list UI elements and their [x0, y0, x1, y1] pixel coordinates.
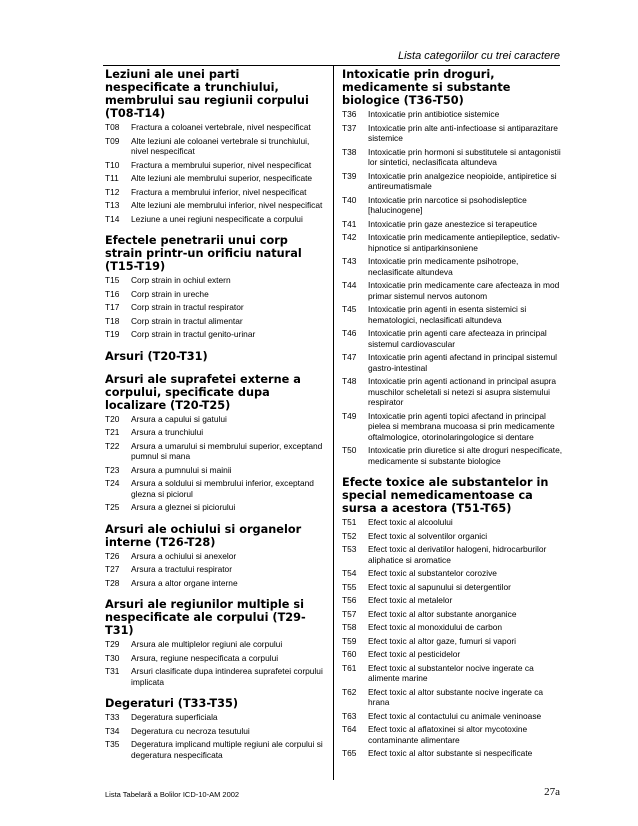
category-entry	[105, 122, 327, 133]
category-code: T45	[342, 304, 357, 314]
category-entry	[342, 352, 564, 373]
category-entry	[105, 414, 327, 425]
category-description: Corp strain in tractul respirator	[131, 302, 244, 312]
category-description: Fractura a coloanei vertebrale, nivel nespecificat	[131, 122, 311, 132]
page-header: Lista categoriilor cu trei caractere	[397, 50, 560, 62]
category-code: T10	[105, 159, 120, 170]
category-code: T62	[342, 686, 357, 697]
section-title: Efectele penetrarii unui corp strain printr-un orificiu natural (T15-T19)	[105, 234, 302, 273]
category-description: Efect toxic al metalelor	[368, 595, 453, 605]
category-code: T24	[105, 478, 120, 488]
category-code: T27	[105, 564, 120, 574]
category-description: Arsura a tractului respirator	[131, 564, 233, 574]
category-entry	[105, 214, 327, 225]
category-entry	[105, 275, 327, 286]
category-description: Efect toxic al altor substante anorganice	[368, 608, 517, 619]
category-code: T44	[342, 280, 357, 290]
category-description: Intoxicatie prin medicamente antiepileptice, sedativ-hipnotice si antiparkinsoniene	[368, 232, 560, 253]
category-entry	[342, 411, 564, 443]
category-entry	[105, 173, 327, 184]
category-entry	[105, 302, 327, 313]
section	[105, 234, 327, 340]
category-entry	[105, 666, 327, 687]
category-entry	[342, 544, 564, 565]
category-code: T17	[105, 302, 120, 312]
category-entry	[342, 663, 564, 684]
category-description: Degeratura superficiala	[131, 712, 218, 722]
category-code: T40	[342, 194, 357, 205]
category-entry	[105, 316, 327, 327]
section	[105, 350, 327, 363]
category-entry	[342, 609, 564, 620]
category-description: Arsura, regiune nespecificata a corpului	[131, 652, 279, 663]
section	[105, 598, 327, 687]
category-code: T54	[342, 568, 357, 578]
header-rule	[103, 65, 560, 66]
category-code: T64	[342, 724, 357, 734]
category-description: Alte leziuni ale membrului superior, nespecificate	[131, 173, 313, 183]
category-description: Efect toxic al altor substante nocive ingerate ca hrana	[368, 686, 544, 707]
category-description: Efect toxic al substantelor nocive ingerate ca alimente marine	[368, 662, 534, 683]
category-code: T39	[342, 170, 357, 181]
category-code: T43	[342, 256, 357, 266]
category-code: T63	[342, 710, 357, 721]
category-description: Efect toxic al altor substante si nespecificate	[368, 748, 533, 758]
category-description: Efect toxic al substantelor corozive	[368, 568, 497, 578]
category-code: T11	[105, 173, 119, 183]
section-title: Arsuri ale suprafetei externe a corpului, specificate dupa localizare (T20-T25)	[105, 372, 301, 412]
section	[105, 697, 327, 760]
category-entry	[342, 232, 564, 253]
category-description: Intoxicatie prin agenti in esenta sistemici si hematologici, neclasificati altundeva	[368, 304, 527, 325]
category-code: T30	[105, 652, 120, 663]
section-title: Arsuri (T20-T31)	[105, 349, 208, 363]
category-description: Corp strain in tractul alimentar	[131, 315, 243, 326]
category-description: Degeratura implicand multiple regiuni ale corpului si degeratura nespecificata	[131, 739, 323, 760]
category-entry	[105, 427, 327, 438]
category-description: Arsuri clasificate dupa intinderea suprafetei corpului implicata	[131, 666, 323, 687]
category-entry	[342, 711, 564, 722]
category-entry	[105, 136, 327, 157]
category-description: Efect toxic al sapunului si detergentilor	[368, 581, 511, 592]
category-description: Arsura a ochiului si anexelor	[131, 550, 237, 561]
category-code: T29	[105, 639, 120, 649]
category-description: Arsura a gleznei si piciorului	[131, 502, 236, 512]
category-code: T09	[105, 135, 120, 146]
category-description: Intoxicatie prin hormoni si substitutele si antagonistii lor sintetici, neclasificata altundeva	[368, 146, 561, 167]
page-number: 27a	[544, 786, 560, 798]
category-code: T22	[105, 440, 120, 451]
category-entry	[342, 328, 564, 349]
category-code: T34	[105, 725, 120, 736]
category-code: T65	[342, 748, 357, 758]
category-code: T38	[342, 146, 357, 157]
category-entry	[342, 256, 564, 277]
category-entry	[105, 578, 327, 589]
category-code: T15	[105, 275, 120, 285]
section-title: Intoxicatie prin droguri, medicamente si substante biologice (T36-T50)	[342, 68, 511, 107]
category-entry	[105, 726, 327, 737]
category-entry	[342, 582, 564, 593]
category-code: T13	[105, 200, 120, 210]
category-entry	[105, 441, 327, 462]
category-entry	[342, 649, 564, 660]
category-description: Efect toxic al pesticidelor	[368, 649, 461, 659]
category-description: Intoxicatie prin gaze anestezice si terapeutice	[368, 218, 537, 229]
category-code: T14	[105, 213, 120, 224]
category-code: T21	[105, 427, 120, 437]
section	[105, 373, 327, 513]
category-description: Fractura a membrului inferior, nivel nespecificat	[131, 186, 307, 197]
category-entry	[342, 687, 564, 708]
category-description: Alte leziuni ale coloanei vertebrale si trunchiului, nivel nespecificat	[131, 135, 310, 156]
category-entry	[105, 465, 327, 476]
category-code: T19	[105, 329, 120, 339]
category-code: T26	[105, 550, 120, 561]
category-code: T51	[342, 517, 357, 527]
category-description: Efect toxic al aflatoxinei si altor mycotoxine contaminante alimentare	[368, 724, 528, 745]
category-description: Arsura a altor organe interne	[131, 577, 238, 588]
column-divider	[333, 66, 334, 780]
category-entry	[105, 502, 327, 513]
category-entry	[105, 653, 327, 664]
category-entry	[342, 147, 564, 168]
category-description: Intoxicatie prin medicamente psihotrope, neclasificate altundeva	[368, 256, 519, 277]
category-code: T35	[105, 739, 120, 749]
category-description: Intoxicatie prin diuretice si alte droguri nespecificate, medicamente si substante biologice	[368, 445, 563, 466]
category-code: T56	[342, 595, 357, 605]
section	[342, 68, 564, 466]
category-entry	[105, 739, 327, 760]
category-code: T16	[105, 288, 120, 299]
category-code: T20	[105, 413, 120, 424]
category-description: Arsura a trunchiului	[131, 427, 204, 437]
category-code: T25	[105, 502, 120, 512]
category-entry	[105, 160, 327, 171]
category-code: T55	[342, 581, 357, 592]
category-description: Arsura a umarului si membrului superior, exceptand pumnul si mana	[131, 440, 323, 461]
category-description: Intoxicatie prin agenti afectand in principal sistemul gastro-intestinal	[368, 352, 558, 373]
category-entry	[342, 636, 564, 647]
category-code: T28	[105, 577, 120, 588]
category-description: Fractura a membrului superior, nivel nespecificat	[131, 159, 312, 170]
category-code: T58	[342, 622, 357, 632]
category-entry	[105, 329, 327, 340]
section-title: Efecte toxice ale substantelor in special nemedicamentoase ca sursa a acestora (T51-T65)	[342, 476, 549, 515]
category-description: Efect toxic al monoxidului de carbon	[368, 622, 503, 632]
category-entry	[105, 564, 327, 575]
category-code: T18	[105, 315, 120, 326]
category-code: T23	[105, 464, 120, 475]
category-entry	[342, 724, 564, 745]
category-code: T42	[342, 232, 357, 242]
category-entry	[342, 595, 564, 606]
category-entry	[342, 304, 564, 325]
category-code: T53	[342, 544, 357, 554]
category-description: Intoxicatie prin medicamente care afecteaza in mod primar sistemul nervos autonom	[368, 280, 560, 301]
category-entry	[342, 445, 564, 466]
section	[342, 476, 564, 759]
category-description: Efect toxic al solventilor organici	[368, 530, 488, 541]
category-code: T46	[342, 328, 357, 338]
category-description: Efect toxic al contactului cu animale veninoase	[368, 710, 542, 721]
category-description: Intoxicatie prin antibiotice sistemice	[368, 109, 500, 119]
category-code: T47	[342, 352, 357, 362]
category-description: Intoxicatie prin analgezice neopioide, antipiretice si antireumatismale	[368, 170, 557, 191]
category-entry	[342, 517, 564, 528]
category-entry	[342, 376, 564, 408]
category-entry	[105, 187, 327, 198]
section-title: Arsuri ale regiunilor multiple si nespecificate ale corpului (T29-T31)	[105, 598, 306, 637]
category-entry	[342, 195, 564, 216]
category-description: Intoxicatie prin narcotice si psohodisleptice [halucinogene]	[368, 194, 527, 215]
category-code: T36	[342, 109, 357, 119]
category-code: T59	[342, 635, 357, 646]
category-description: Leziune a unei regiuni nespecificate a corpului	[131, 213, 303, 224]
section	[105, 523, 327, 589]
category-description: Arsura ale multiplelor regiuni ale corpului	[131, 639, 283, 649]
section-title: Degeraturi (T33-T35)	[105, 697, 239, 710]
right-column	[342, 68, 564, 769]
category-description: Efect toxic al altor gaze, fumuri si vapori	[368, 635, 517, 646]
category-entry	[105, 551, 327, 562]
category-code: T31	[105, 666, 120, 676]
category-entry	[342, 171, 564, 192]
section-title: Leziuni ale unei parti nespecificate a trunchiului, membrului sau regiunii corpului (T08-T14)	[105, 68, 309, 120]
left-column	[105, 68, 327, 770]
category-code: T57	[342, 608, 357, 619]
category-entry	[105, 478, 327, 499]
category-description: Degeratura cu necroza tesutului	[131, 725, 250, 736]
category-entry	[342, 748, 564, 759]
section	[105, 68, 327, 224]
category-description: Intoxicatie prin agenti actionand in principal asupra muschilor scheletali si netezi si asupra sistemului respirator	[368, 376, 557, 407]
category-code: T60	[342, 649, 357, 659]
category-description: Alte leziuni ale membrului inferior, nivel nespecificat	[131, 200, 323, 210]
category-description: Corp strain in ochiul extern	[131, 275, 231, 285]
category-entry	[342, 123, 564, 144]
category-description: Intoxicatie prin alte anti-infectioase si antiparazitare sistemice	[368, 122, 558, 143]
category-entry	[342, 531, 564, 542]
category-code: T37	[342, 122, 357, 133]
category-description: Arsura a capului si gatului	[131, 413, 227, 424]
category-description: Arsura a soldului si membrului inferior, exceptand glezna si piciorul	[131, 478, 314, 499]
category-description: Efect toxic al alcoolului	[368, 517, 453, 527]
category-entry	[342, 280, 564, 301]
category-description: Corp strain in tractul genito-urinar	[131, 329, 256, 339]
category-code: T52	[342, 530, 357, 541]
category-description: Corp strain in ureche	[131, 288, 209, 299]
category-code: T61	[342, 662, 357, 673]
category-description: Arsura a pumnului si mainii	[131, 464, 232, 475]
category-code: T41	[342, 218, 357, 229]
category-code: T48	[342, 376, 357, 386]
category-entry	[342, 622, 564, 633]
category-description: Intoxicatie prin agenti topici afectand in principal pielea si membrana mucoasa si prin medicamente oftalmologice, otorinolaringologice si dentare	[368, 410, 555, 442]
category-code: T08	[105, 122, 120, 132]
category-entry	[342, 219, 564, 230]
category-description: Intoxicatie prin agenti care afecteaza in principal sistemul cardiovascular	[368, 328, 547, 349]
section-title: Arsuri ale ochiului si organelor interne (T26-T28)	[105, 522, 302, 549]
category-code: T33	[105, 712, 120, 722]
category-entry	[342, 568, 564, 579]
category-description: Efect toxic al derivatilor halogeni, hidrocarburilor aliphatice si aromatice	[368, 544, 547, 565]
category-entry	[105, 289, 327, 300]
category-entry	[342, 109, 564, 120]
category-code: T50	[342, 445, 357, 455]
category-entry	[105, 639, 327, 650]
category-entry	[105, 712, 327, 723]
category-entry	[105, 200, 327, 211]
category-code: T12	[105, 186, 120, 197]
category-code: T49	[342, 410, 357, 421]
footer-title: Lista Tabelară a Bolilor ICD-10-AM 2002	[105, 790, 240, 799]
